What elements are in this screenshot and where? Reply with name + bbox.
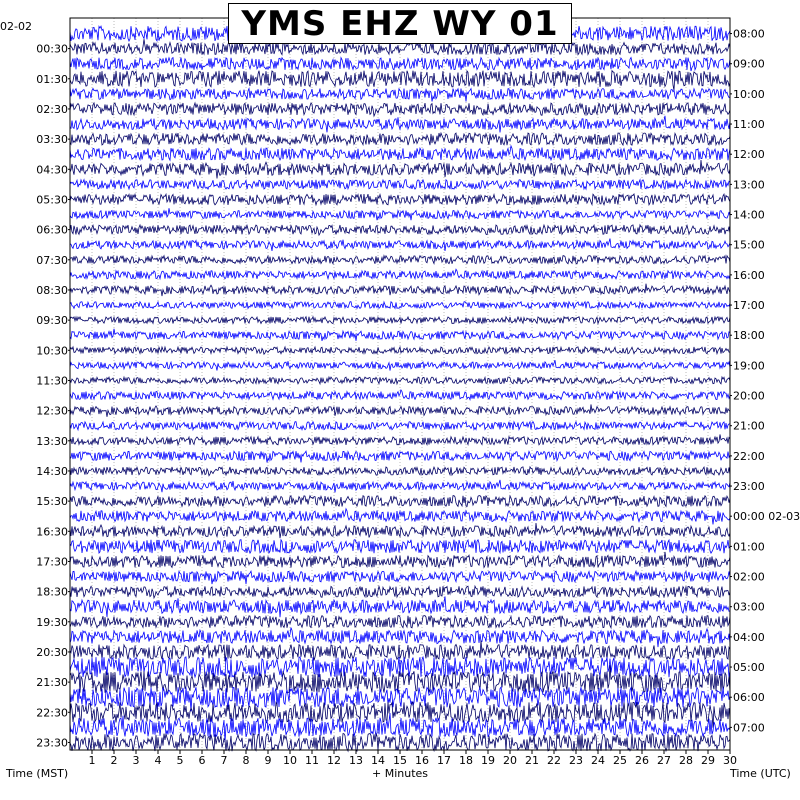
minute-tick-label: 7: [220, 754, 228, 767]
minute-tick-label: 3: [132, 754, 140, 767]
right-tick-label: 16:00: [733, 268, 765, 282]
minute-tick-label: 1: [88, 754, 96, 767]
left-tick-label: 01:30: [36, 72, 68, 86]
left-tick-label: 05:30: [36, 193, 68, 207]
right-tick-label: 22:00: [733, 449, 765, 463]
minute-tick-label: 14: [371, 754, 385, 767]
minute-tick-label: 21: [525, 754, 539, 767]
minute-tick-label: 5: [176, 754, 184, 767]
left-tick-label: 17:30: [36, 555, 68, 569]
right-tick-label: 13:00: [733, 178, 765, 192]
minute-tick-label: 15: [393, 754, 407, 767]
minute-tick-label: 25: [613, 754, 627, 767]
minute-tick-label: 23: [569, 754, 583, 767]
minute-tick-label: 4: [154, 754, 162, 767]
minute-tick-label: 16: [415, 754, 429, 767]
left-tick-label: 11:30: [36, 374, 68, 388]
chart-title: YMS EHZ WY 01: [228, 3, 572, 44]
minute-tick-label: 30: [723, 754, 737, 767]
right-tick-label: 09:00: [733, 57, 765, 71]
left-tick-label: 21:30: [36, 676, 68, 690]
right-tick-label: 15:00: [733, 238, 765, 252]
right-tick-label: 20:00: [733, 389, 765, 403]
minute-tick-label: 13: [349, 754, 363, 767]
minute-tick-label: 29: [701, 754, 715, 767]
left-tick-label: 22:30: [36, 706, 68, 720]
minute-tick-label: 2: [110, 754, 118, 767]
right-tick-label: 04:00: [733, 630, 765, 644]
x-axis-label: + Minutes: [372, 767, 429, 780]
left-tick-label: 00:30: [36, 42, 68, 56]
minute-tick-label: 8: [242, 754, 250, 767]
right-tick-label: 03:00: [733, 600, 765, 614]
left-tick-label: 18:30: [36, 585, 68, 599]
right-tick-label: 07:00: [733, 721, 765, 735]
right-tick-label: 17:00: [733, 299, 765, 313]
left-date-label: 02-02: [0, 20, 32, 33]
left-tick-label: 13:30: [36, 434, 68, 448]
minute-tick-label: 26: [635, 754, 649, 767]
minute-tick-label: 28: [679, 754, 693, 767]
minute-tick-label: 17: [437, 754, 451, 767]
right-tick-label: 10:00: [733, 87, 765, 101]
minute-tick-label: 12: [327, 754, 341, 767]
minute-tick-label: 27: [657, 754, 671, 767]
right-axis-label: Time (UTC): [730, 767, 791, 780]
minute-tick-label: 6: [198, 754, 206, 767]
right-tick-label: 01:00: [733, 540, 765, 554]
left-tick-label: 19:30: [36, 615, 68, 629]
minute-tick-label: 11: [305, 754, 319, 767]
left-tick-label: 20:30: [36, 645, 68, 659]
right-tick-label: 14:00: [733, 208, 765, 222]
left-tick-label: 10:30: [36, 344, 68, 358]
right-tick-label: 12:00: [733, 148, 765, 162]
right-tick-label: 02:00: [733, 570, 765, 584]
right-tick-label: 06:00: [733, 691, 765, 705]
left-tick-label: 03:30: [36, 133, 68, 147]
left-axis-label: Time (MST): [6, 767, 69, 780]
minute-tick-label: 10: [283, 754, 297, 767]
right-tick-label: 08:00: [733, 27, 765, 41]
left-tick-label: 14:30: [36, 464, 68, 478]
left-tick-label: 12:30: [36, 404, 68, 418]
minute-tick-label: 18: [459, 754, 473, 767]
right-tick-label: 23:00: [733, 480, 765, 494]
left-tick-label: 04:30: [36, 163, 68, 177]
left-tick-label: 07:30: [36, 253, 68, 267]
minute-tick-label: 22: [547, 754, 561, 767]
right-tick-label: 18:00: [733, 329, 765, 343]
minute-tick-label: 24: [591, 754, 605, 767]
right-tick-label: 00:00 02-03: [733, 510, 800, 524]
left-tick-label: 06:30: [36, 223, 68, 237]
left-tick-label: 16:30: [36, 525, 68, 539]
left-tick-label: 08:30: [36, 283, 68, 297]
minute-tick-label: 19: [481, 754, 495, 767]
right-tick-label: 05:00: [733, 661, 765, 675]
left-tick-label: 09:30: [36, 314, 68, 328]
minute-tick-label: 9: [264, 754, 272, 767]
right-tick-label: 21:00: [733, 419, 765, 433]
left-tick-label: 15:30: [36, 495, 68, 509]
right-tick-label: 11:00: [733, 118, 765, 132]
minute-tick-label: 20: [503, 754, 517, 767]
right-tick-label: 19:00: [733, 359, 765, 373]
left-tick-label: 02:30: [36, 102, 68, 116]
left-tick-label: 23:30: [36, 736, 68, 750]
